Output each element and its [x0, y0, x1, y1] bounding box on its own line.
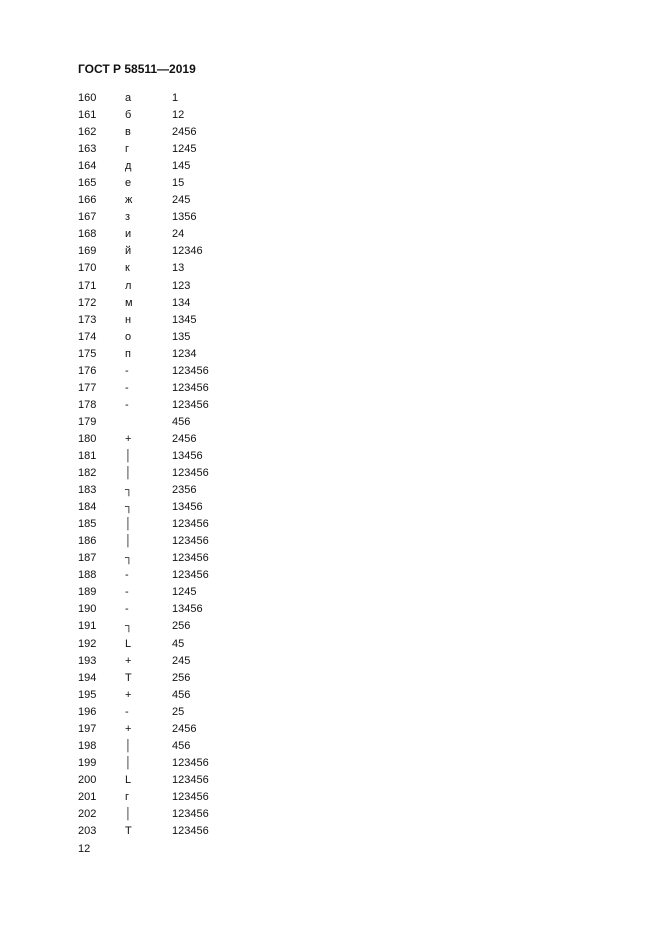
- cell-symbol: L: [125, 637, 132, 650]
- cell-code: 185: [78, 518, 97, 531]
- cell-dots: 2456: [172, 722, 197, 735]
- cell-dots: 12346: [172, 245, 203, 258]
- cell-code: 183: [78, 484, 97, 497]
- cell-code: 191: [78, 620, 97, 633]
- cell-dots: 123456: [172, 807, 209, 820]
- cell-code: 160: [78, 92, 97, 104]
- cell-code: 166: [78, 194, 97, 207]
- cell-dots: 15: [172, 177, 185, 190]
- cell-dots: 123456: [172, 773, 209, 786]
- cell-dots: 134: [172, 296, 191, 309]
- cell-symbol: T: [125, 671, 132, 684]
- cell-code: 173: [78, 313, 97, 326]
- cell-code: 190: [78, 603, 97, 616]
- cell-symbol: │: [125, 518, 132, 531]
- cell-dots: 123456: [172, 467, 209, 480]
- cell-code: 201: [78, 790, 97, 803]
- cell-dots: 13456: [172, 603, 203, 616]
- cell-symbol: к: [125, 262, 130, 275]
- cell-code: 198: [78, 739, 97, 752]
- cell-dots: 1234: [172, 347, 197, 360]
- cell-code: 187: [78, 552, 97, 565]
- cell-code: 192: [78, 637, 97, 650]
- cell-code: 182: [78, 467, 97, 480]
- cell-symbol: -: [125, 364, 129, 377]
- cell-symbol: │: [125, 449, 132, 462]
- cell-symbol: │: [125, 535, 132, 548]
- cell-symbol: й: [125, 245, 132, 258]
- document-title: ГОСТ Р 58511—2019: [78, 62, 196, 76]
- cell-dots: 13456: [172, 501, 203, 514]
- cell-code: 169: [78, 245, 97, 258]
- cell-symbol: L: [125, 773, 132, 786]
- cell-dots: 245: [172, 194, 191, 207]
- cell-dots: 1345: [172, 313, 197, 326]
- cell-symbol: г: [125, 143, 130, 156]
- cell-symbol: │: [125, 467, 132, 480]
- cell-code: 181: [78, 449, 97, 462]
- cell-dots: 1245: [172, 143, 197, 156]
- cell-symbol: ┐: [125, 501, 133, 514]
- cell-code: 174: [78, 330, 97, 343]
- cell-code: 189: [78, 586, 97, 599]
- cell-code: 178: [78, 398, 97, 411]
- cell-dots: 456: [172, 739, 191, 752]
- cell-dots: 12: [172, 109, 185, 122]
- cell-code: 172: [78, 296, 97, 309]
- cell-code: 164: [78, 160, 97, 173]
- cell-code: 196: [78, 705, 97, 718]
- cell-symbol: ┐: [125, 552, 133, 565]
- cell-code: 163: [78, 143, 97, 156]
- cell-code: 188: [78, 569, 97, 582]
- cell-symbol: +: [125, 654, 132, 667]
- cell-dots: 123456: [172, 569, 209, 582]
- cell-dots: 123456: [172, 756, 209, 769]
- cell-dots: 123456: [172, 398, 209, 411]
- page-number: 12: [78, 843, 91, 855]
- cell-symbol: -: [125, 586, 129, 599]
- cell-symbol: │: [125, 739, 132, 752]
- cell-dots: 123456: [172, 518, 209, 531]
- cell-symbol: з: [125, 211, 131, 224]
- cell-symbol: м: [125, 296, 133, 309]
- cell-code: 202: [78, 807, 97, 820]
- cell-symbol: п: [125, 347, 131, 360]
- cell-symbol: н: [125, 313, 132, 326]
- cell-symbol: -: [125, 398, 129, 411]
- cell-symbol: -: [125, 569, 129, 582]
- cell-symbol: в: [125, 126, 131, 139]
- cell-code: 162: [78, 126, 97, 139]
- cell-symbol: -: [125, 603, 129, 616]
- cell-code: 186: [78, 535, 97, 548]
- cell-symbol: ж: [125, 194, 133, 207]
- cell-dots: 123456: [172, 825, 209, 838]
- cell-code: 171: [78, 279, 97, 292]
- cell-dots: 13456: [172, 449, 203, 462]
- cell-dots: 24: [172, 228, 185, 241]
- cell-symbol: ┐: [125, 484, 133, 497]
- cell-symbol: +: [125, 722, 132, 735]
- cell-dots: 135: [172, 330, 191, 343]
- cell-symbol: и: [125, 228, 132, 241]
- cell-dots: 256: [172, 671, 191, 684]
- cell-symbol: д: [125, 160, 132, 173]
- cell-dots: 13: [172, 262, 185, 275]
- cell-code: 195: [78, 688, 97, 701]
- cell-code: 168: [78, 228, 97, 241]
- cell-code: 165: [78, 177, 97, 190]
- cell-code: 200: [78, 773, 97, 786]
- cell-dots: 456: [172, 688, 191, 701]
- cell-symbol: г: [125, 790, 130, 803]
- cell-symbol: а: [125, 92, 132, 104]
- cell-symbol: -: [125, 381, 129, 394]
- cell-dots: 2356: [172, 484, 197, 497]
- cell-symbol: л: [125, 279, 132, 292]
- cell-dots: 2456: [172, 432, 197, 445]
- cell-symbol: о: [125, 330, 132, 343]
- cell-dots: 1356: [172, 211, 197, 224]
- cell-dots: 145: [172, 160, 191, 173]
- cell-dots: 123456: [172, 790, 209, 803]
- cell-dots: 256: [172, 620, 191, 633]
- cell-symbol: б: [125, 109, 132, 122]
- cell-code: 194: [78, 671, 97, 684]
- cell-dots: 25: [172, 705, 185, 718]
- cell-code: 197: [78, 722, 97, 735]
- cell-symbol: +: [125, 688, 132, 701]
- cell-code: 179: [78, 415, 97, 428]
- cell-dots: 2456: [172, 126, 197, 139]
- cell-code: 203: [78, 825, 97, 838]
- cell-dots: 123456: [172, 364, 209, 377]
- cell-dots: 45: [172, 637, 185, 650]
- cell-symbol: │: [125, 807, 132, 820]
- cell-symbol: T: [125, 825, 132, 838]
- cell-dots: 245: [172, 654, 191, 667]
- cell-dots: 456: [172, 415, 191, 428]
- cell-symbol: е: [125, 177, 132, 190]
- cell-dots: 123456: [172, 381, 209, 394]
- cell-code: 177: [78, 381, 97, 394]
- cell-dots: 1: [172, 92, 179, 104]
- cell-symbol: -: [125, 705, 129, 718]
- cell-code: 176: [78, 364, 97, 377]
- cell-dots: 123: [172, 279, 191, 292]
- cell-symbol: ┐: [125, 620, 133, 633]
- cell-code: 193: [78, 654, 97, 667]
- cell-code: 170: [78, 262, 97, 275]
- cell-dots: 123456: [172, 535, 209, 548]
- cell-code: 161: [78, 109, 97, 122]
- cell-code: 184: [78, 501, 97, 514]
- cell-dots: 123456: [172, 552, 209, 565]
- cell-code: 167: [78, 211, 97, 224]
- cell-code: 175: [78, 347, 97, 360]
- cell-code: 199: [78, 756, 97, 769]
- cell-symbol: │: [125, 756, 132, 769]
- cell-code: 180: [78, 432, 97, 445]
- cell-dots: 1245: [172, 586, 197, 599]
- cell-symbol: +: [125, 432, 132, 445]
